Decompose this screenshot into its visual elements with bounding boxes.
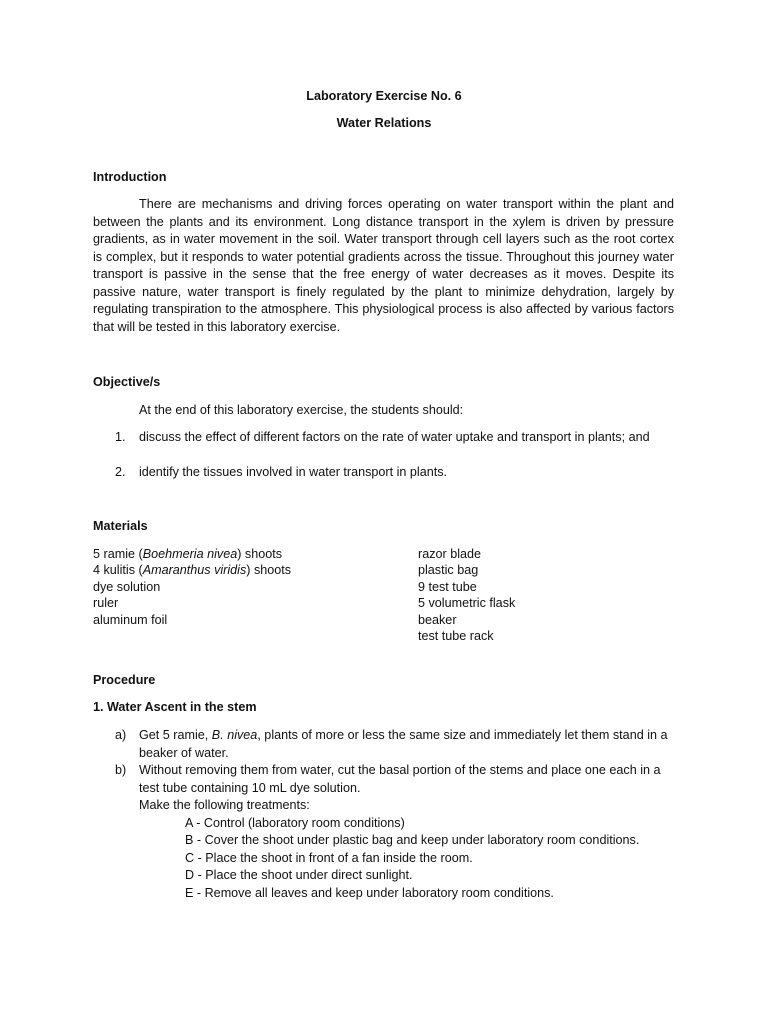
treatment-item: D - Place the shoot under direct sunlight. <box>185 868 413 882</box>
introduction-paragraph: There are mechanisms and driving forces operating on water transport within the plant and between the plants and its environment. Long distance transport in the xylem is driven by pressure gradients, as in water movement in the soil. Water transport through cell layers such as the root cortex is complex, but it responds to water potential gradients across the tissue. Throughout this journey water transport is passive in the sense that the free energy of water decreases as it moves. Despite its passive nature, water transport is finely regulated by the plant to minimize dehydration, largely by regulating transpiration to the atmosphere. This physiological process is also affected by various factors that will be tested in this laboratory exercise. <box>93 197 674 334</box>
step-letter: b) <box>115 763 127 777</box>
objective-text: discuss the effect of different factors on the rate of water uptake and transport in plants; and <box>139 430 650 444</box>
treatment-item: C - Place the shoot in front of a fan inside the room. <box>185 851 473 865</box>
objectives-heading: Objective/s <box>93 375 161 389</box>
material-item: plastic bag <box>418 563 479 578</box>
step-letter: a) <box>115 728 127 742</box>
step-text: Without removing them from water, cut the basal portion of the stems and place one each in a test tube containing 10 mL dye solution. <box>139 763 661 795</box>
objectives-lead: At the end of this laboratory exercise, the students should: <box>139 403 464 417</box>
material-item: dye solution <box>93 579 161 594</box>
materials-right-column <box>418 546 515 644</box>
objective-text: identify the tissues involved in water transport in plants. <box>139 465 448 479</box>
materials-left-column <box>93 546 291 628</box>
material-item: aluminum foil <box>93 612 168 627</box>
material-item: beaker <box>418 612 457 627</box>
materials-heading: Materials <box>93 519 148 533</box>
introduction-heading: Introduction <box>93 170 167 184</box>
treatments-lead: Make the following treatments: <box>139 798 310 812</box>
treatment-item: E - Remove all leaves and keep under laboratory room conditions. <box>185 886 554 900</box>
material-item: razor blade <box>418 547 482 561</box>
objective-number: 1. <box>115 430 126 444</box>
procedure-section-title: 1. Water Ascent in the stem <box>93 700 257 714</box>
material-item: 5 volumetric flask <box>418 596 516 611</box>
material-item: 5 ramie (Boehmeria nivea) shoots <box>93 547 283 561</box>
page-subtitle: Water Relations <box>336 116 432 130</box>
material-item: 4 kulitis (Amaranthus viridis) shoots <box>93 563 292 578</box>
material-item: ruler <box>93 596 119 611</box>
material-item: 9 test tube <box>418 579 477 594</box>
procedure-heading: Procedure <box>93 673 156 687</box>
objective-number: 2. <box>115 465 126 479</box>
treatment-item: A - Control (laboratory room conditions) <box>185 816 405 830</box>
treatment-item: B - Cover the shoot under plastic bag and keep under laboratory room conditions. <box>185 833 640 847</box>
step-text: Get 5 ramie, B. nivea, plants of more or less the same size and immediately let them stand in a beaker of water. <box>139 728 668 760</box>
material-item: test tube rack <box>418 628 494 643</box>
page-title: Laboratory Exercise No. 6 <box>306 89 462 103</box>
